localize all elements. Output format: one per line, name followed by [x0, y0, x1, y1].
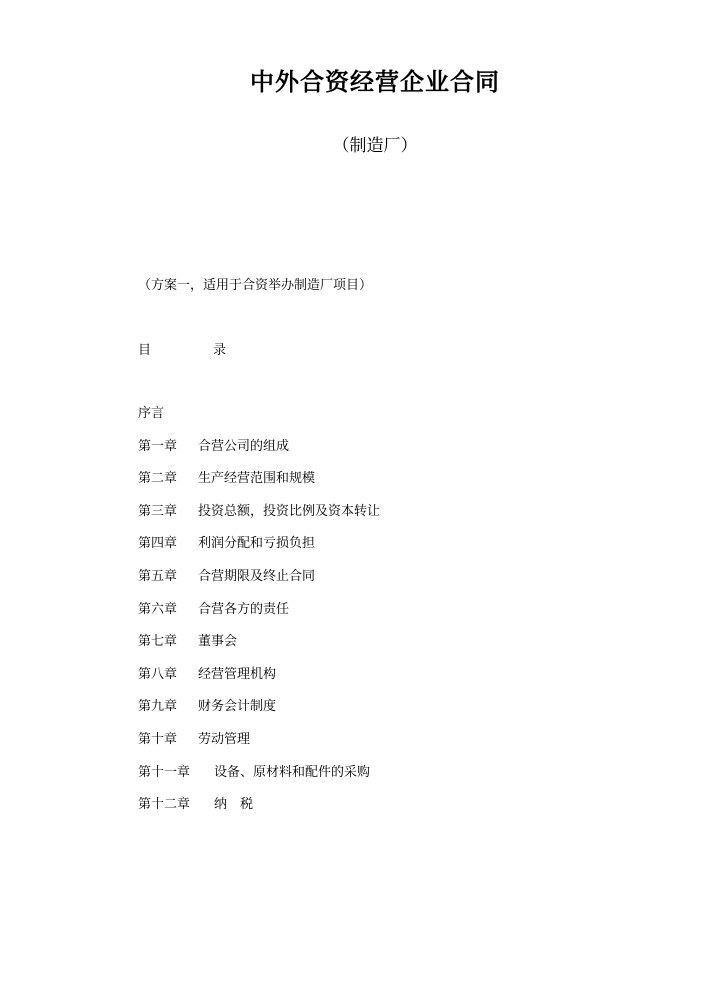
toc-chapter-10: [138, 731, 380, 764]
chapter-number: 第九章: [138, 699, 178, 715]
toc-heading: [138, 339, 226, 358]
chapter-title: 合营各方的责任: [198, 601, 290, 617]
toc-chapter-7: [138, 633, 380, 666]
chapter-title: 生产经营范围和规模: [198, 471, 316, 487]
chapter-number: 第十二章: [138, 797, 191, 813]
chapter-number: 第六章: [138, 601, 178, 617]
chapter-number: 第八章: [138, 666, 178, 682]
toc-chapter-3: [138, 503, 380, 536]
toc-chapter-5: [138, 568, 380, 601]
toc-preface-label: 序言: [138, 406, 165, 421]
toc-chapter-1: [138, 438, 380, 471]
chapter-title: 劳动管理: [198, 731, 251, 747]
toc-chapter-2: [138, 470, 380, 503]
toc-heading-left: 目: [138, 343, 152, 358]
toc-chapter-9: [138, 698, 380, 731]
chapter-title: 合营公司的组成: [198, 438, 290, 454]
toc-preface: [138, 405, 380, 438]
chapter-number: 第二章: [138, 471, 178, 487]
chapter-title: 设备、原材料和配件的采购: [214, 764, 371, 780]
toc-chapter-4: [138, 535, 380, 568]
toc-chapter-12: [138, 796, 380, 829]
chapter-number: 第十一章: [138, 764, 191, 780]
chapter-title: 纳 税: [214, 797, 254, 813]
chapter-title: 投资总额，投资比例及资本转让: [198, 503, 381, 519]
chapter-title: 合营期限及终止合同: [198, 568, 316, 584]
chapter-number: 第十章: [138, 731, 178, 747]
chapter-number: 第七章: [138, 634, 178, 650]
chapter-number: 第五章: [138, 568, 178, 584]
table-of-contents: [138, 405, 380, 829]
chapter-number: 第一章: [138, 438, 178, 454]
chapter-title: 财务会计制度: [198, 699, 277, 715]
toc-chapter-6: [138, 601, 380, 634]
chapter-title: 董事会: [198, 634, 238, 650]
chapter-number: 第三章: [138, 503, 178, 519]
toc-heading-right: 录: [213, 343, 227, 358]
document-title: 中外合资经营企业合同: [250, 68, 500, 96]
toc-chapter-11: [138, 764, 380, 797]
toc-chapter-8: [138, 666, 380, 699]
chapter-number: 第四章: [138, 536, 178, 552]
document-subtitle: （制造厂）: [332, 136, 418, 156]
chapter-title: 经营管理机构: [198, 666, 277, 682]
scheme-note: （方案一，适用于合资举办制造厂项目）: [138, 278, 373, 293]
chapter-title: 利润分配和亏损负担: [198, 536, 316, 552]
